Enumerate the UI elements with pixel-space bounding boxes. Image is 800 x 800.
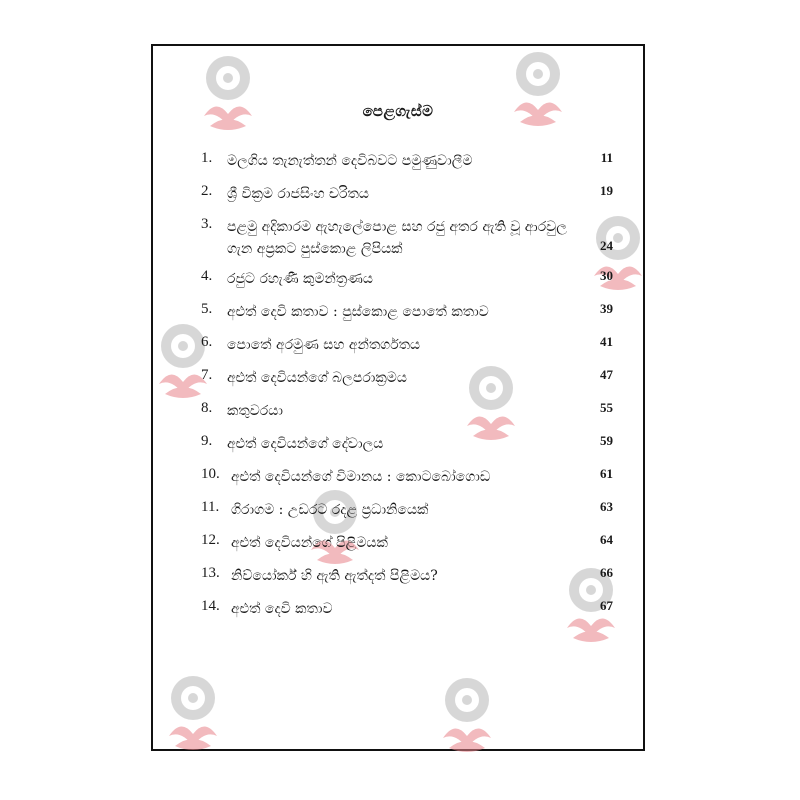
toc-entry-number: 2. [201,183,213,199]
toc-entry-title: කතුවරයා [227,403,283,419]
toc-entry-title: අළුත් දෙවි කතාව : පුස්කොළ පොතේ කතාව [227,304,489,320]
toc-entry-number: 13. [201,565,220,581]
toc-entry-number: 4. [201,268,213,284]
toc-entry-number: 9. [201,433,213,449]
toc-entry-title: පොතේ අරමුණ සහ අන්තර්ගතය [227,337,421,353]
toc-entry-page: 59 [600,433,613,448]
toc-entry-number: 14. [201,598,220,614]
toc-entry-number: 1. [201,150,213,166]
toc-entry-page: 66 [600,565,613,580]
toc-entry-title: අළුත් දෙවියන්ගේ බලපරාක්‍රමය [227,370,407,386]
toc-entry-title: මලගිය තැනැත්තන් දෙවිබවට පමුණුවාලීම [227,153,473,169]
toc-entry-title: ගිරාගම : උඩරට රදළ ප්‍රධානියෙක් [231,502,429,518]
toc-entry-number: 7. [201,367,213,383]
toc-entry-page: 11 [600,150,613,165]
toc-entry-title: රජුට රහැණී කුමන්ත්‍රණය [227,271,373,287]
toc-entry-title: අළුත් දෙවියන්ගේ පිළිමයක් [231,535,388,551]
toc-entry-page: 30 [600,268,613,283]
toc-entry-page: 55 [600,400,613,415]
toc-entry-page: 39 [600,301,613,316]
toc-entry-title: අළුත් දෙවියන්ගේ විමානය : කොටබෝගොඩ [231,469,491,485]
toc-entry-title: අළුත් දෙවියන්ගේ දේවාලය [227,436,384,452]
document-page [151,44,645,751]
toc-entry-page: 67 [600,598,613,613]
page-title: පෙළගැස්ම [362,102,434,120]
toc-entry-number: 10. [201,466,220,482]
toc-entry-number: 8. [201,400,213,416]
toc-entry-page: 47 [600,367,613,382]
toc-entry-page: 41 [600,334,613,349]
toc-entry-number: 12. [201,532,220,548]
toc-entry-page: 19 [600,183,613,198]
toc-entry-title: නිව්යෝර්ක් හි ඇති ඇත්දත් පිළිමය? [231,568,438,584]
toc-entry-page: 24 [600,238,613,253]
toc-entry-number: 5. [201,301,213,317]
toc-entry-title: පළමු අදිකාරම ඇහැලේපොළ සහ රජු අතර ඇති වූ ආරවුල ගැන අප්‍රකට පුස්කොළ ලිපියක් [227,219,567,257]
toc-entry-number: 3. [201,216,213,232]
toc-entry-number: 6. [201,334,213,350]
toc-entry-page: 63 [600,499,613,514]
toc-entry-title: ශ්‍රී වික්‍රම රාජසිංහ චරිතය [227,186,369,202]
toc-entry-number: 11. [201,499,220,515]
table-of-contents [153,46,643,749]
toc-entry-page: 61 [600,466,613,481]
toc-entry-title: අළුත් දෙවි කතාව [231,601,333,617]
toc-entry-page: 64 [600,532,613,547]
